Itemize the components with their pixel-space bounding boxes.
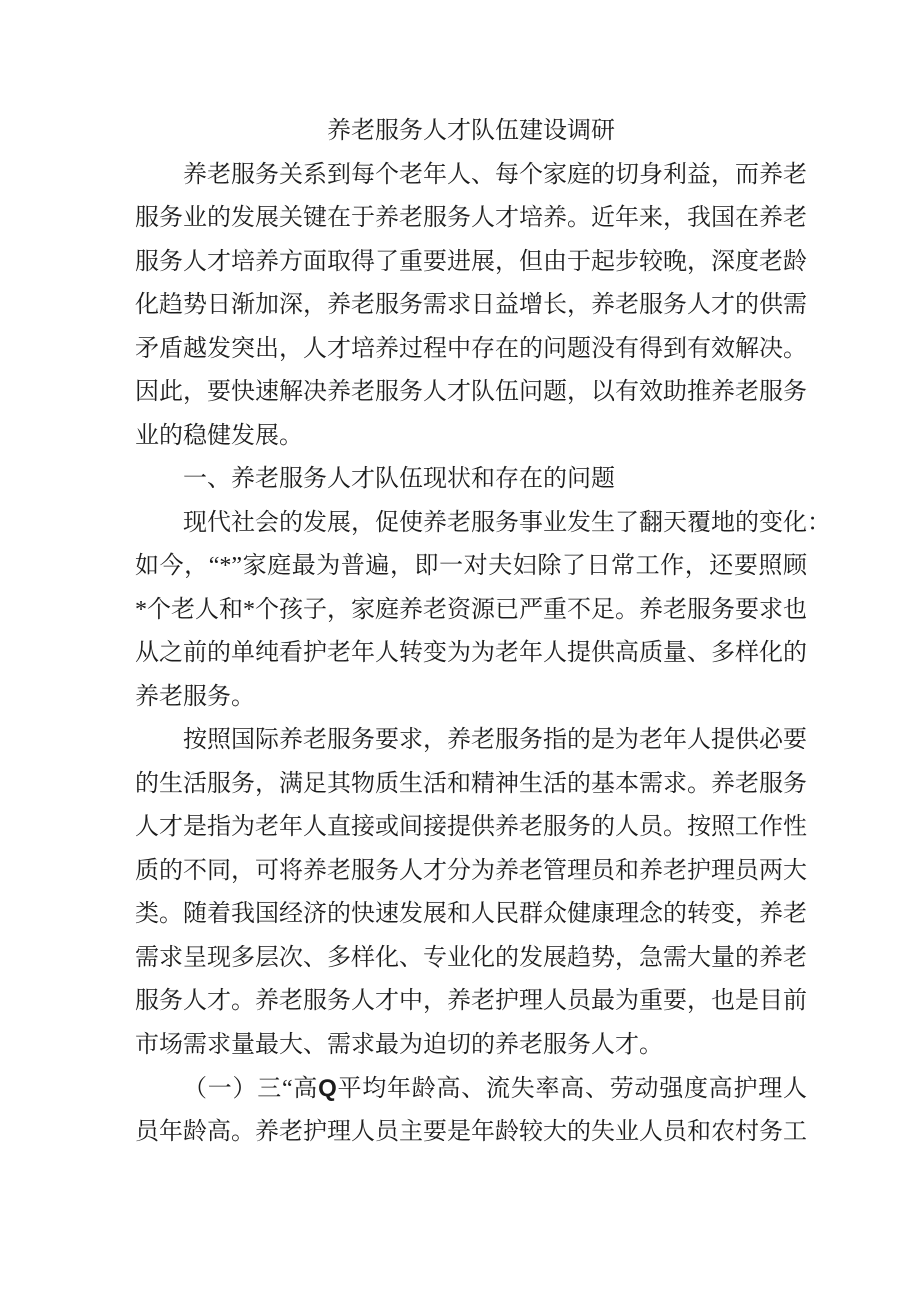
text-line: 的生活服务，满足其物质生活和精神生活的基本需求。养老服务 xyxy=(135,770,807,797)
text-line: 人才是指为老年人直接或间接提供养老服务的人员。按照工作性 xyxy=(135,814,807,840)
text-line: 质的不同，可将养老服务人才分为养老管理员和养老护理员两大 xyxy=(135,857,807,884)
paragraph-service-definition xyxy=(135,719,807,1067)
corrupted-glyph: Q xyxy=(318,1075,337,1102)
section-heading-1: 一、养老服务人才队伍现状和存在的问题 xyxy=(183,466,615,492)
document-title: 养老服务人才队伍建设调研 xyxy=(327,118,615,144)
text-line: 化趋势日渐加深，养老服务需求日益增长，养老服务人才的供需 xyxy=(135,292,807,318)
text-line: 员年龄高。养老护理人员主要是年龄较大的失业人员和农村务工 xyxy=(135,1118,807,1145)
text-line: 类。随着我国经济的快速发展和人民群众健康理念的转变，养老 xyxy=(135,901,807,927)
text-line: 现代社会的发展，促使养老服务事业发生了翻天覆地的变化： xyxy=(183,509,831,536)
text-line: *个老人和*个孩子，家庭养老资源已严重不足。养老服务要求也 xyxy=(135,596,807,623)
text-segment: （一）三“高 xyxy=(183,1076,319,1102)
text-line: 养老服务关系到每个老年人、每个家庭的切身利益，而养老 xyxy=(183,161,807,188)
text-line: 需求呈现多层次、多样化、专业化的发展趋势，急需大量的养老 xyxy=(135,944,807,971)
text-line: 业的稳健发展。 xyxy=(135,422,303,449)
text-line: 从之前的单纯看护老年人转变为为老年人提供高质量、多样化的 xyxy=(135,640,807,666)
paragraph-intro xyxy=(135,154,807,459)
text-line: 养老服务。 xyxy=(135,683,255,710)
paragraph-three-highs xyxy=(135,1067,807,1154)
paragraph-social-change xyxy=(135,502,831,720)
text-line: 因此，要快速解决养老服务人才队伍问题，以有效助推养老服务 xyxy=(135,379,807,405)
text-line: 市场需求量最大、需求最为迫切的养老服务人才。 xyxy=(135,1031,663,1058)
text-line: 服务人才。养老服务人才中，养老护理人员最为重要，也是目前 xyxy=(135,988,807,1014)
text-line xyxy=(135,1067,807,1111)
text-line: 矛盾越发突出，人才培养过程中存在的问题没有得到有效解决。 xyxy=(135,335,807,362)
text-line: 按照国际养老服务要求，养老服务指的是为老年人提供必要 xyxy=(183,727,807,753)
text-line: 服务业的发展关键在于养老服务人才培养。近年来，我国在养老 xyxy=(135,205,807,231)
document-body xyxy=(135,110,831,1154)
text-line: 如今，“*”家庭最为普遍，即一对夫妇除了日常工作，还要照顾 xyxy=(135,553,807,579)
text-line: 服务人才培养方面取得了重要进展，但由于起步较晚，深度老龄 xyxy=(135,248,807,275)
text-segment: 平均年龄高、流失率高、劳动强度高护理人 xyxy=(336,1076,808,1102)
